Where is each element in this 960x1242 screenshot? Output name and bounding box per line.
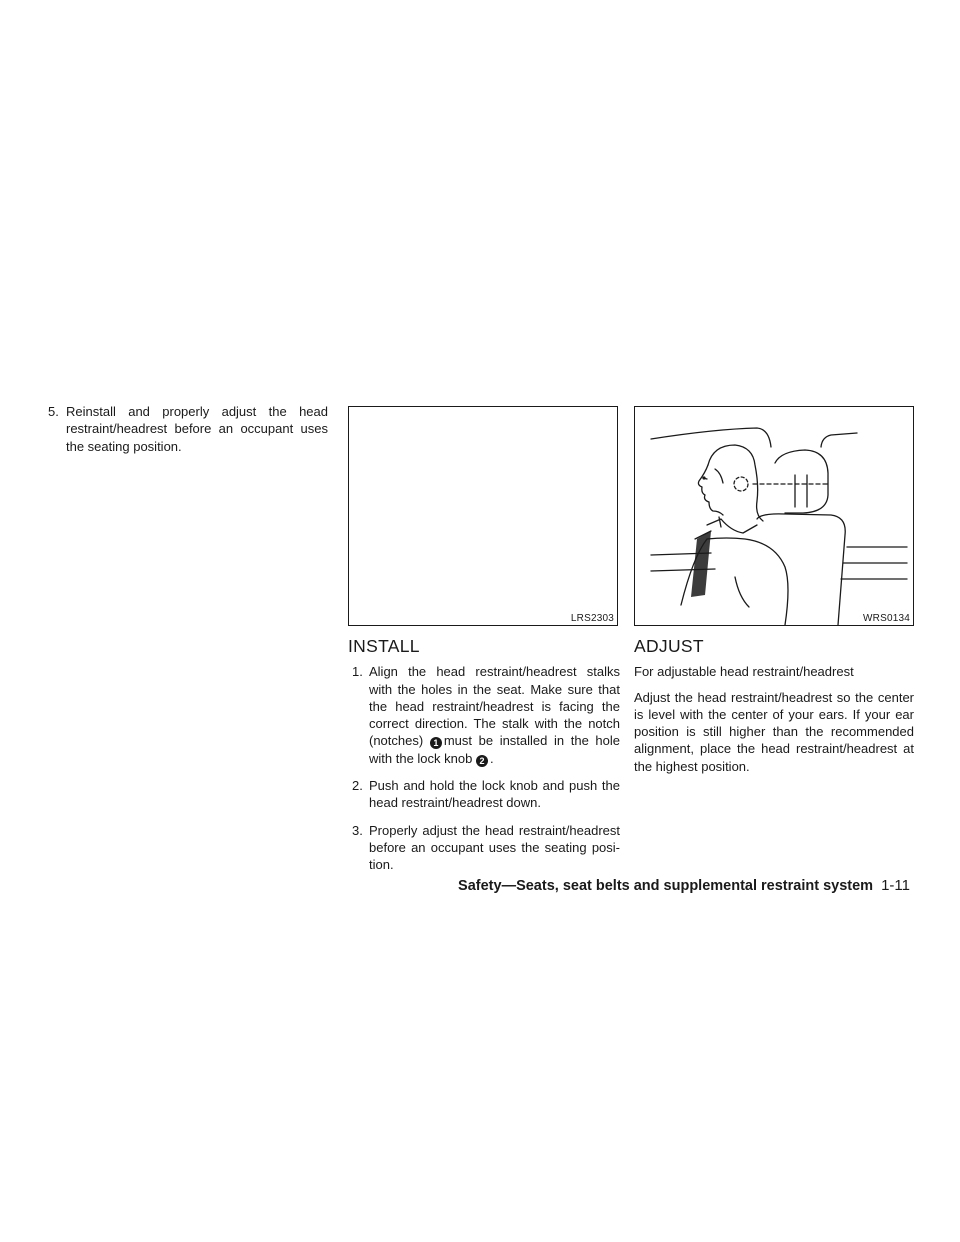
head-restraint-illustration (635, 407, 913, 625)
left-column (48, 403, 328, 465)
item-number: 1. (352, 664, 363, 680)
item-number: 2. (352, 778, 363, 794)
item-text (369, 663, 620, 767)
step1-text-b: must be installed in the hole with the lock knob (369, 733, 620, 766)
section-title: Safety—Seats, seat belts and supplemental restraint system (458, 878, 874, 894)
callout-2-icon: 2 (476, 755, 488, 767)
install-column (348, 406, 620, 884)
install-figure (348, 406, 618, 626)
page-footer (458, 877, 910, 894)
item-number: 5. (48, 404, 59, 419)
list-item (348, 822, 620, 874)
list-item (48, 403, 328, 455)
figure-code: WRS0134 (863, 613, 910, 624)
adjust-figure (634, 406, 914, 626)
adjust-paragraph: For adjustable head restraint/headrest (634, 664, 854, 680)
item-number: 3. (352, 822, 363, 838)
page-number: 1-11 (881, 877, 910, 894)
step1-text-a: Align the head restraint/headrest stalks with the holes in the seat. Make sure that the head restraint/headrest is facing the correct direction. The stalk with the notch (notches) (369, 664, 620, 749)
adjust-paragraph: Adjust the head restraint/headrest so the center is level with the center of your ears. If your ear position is still higher than the recommended alignment, place the head restraint/headrest at the highest position. (634, 689, 914, 774)
adjust-column (634, 406, 914, 783)
install-heading: INSTALL (348, 636, 420, 656)
step1-text-c: . (489, 750, 494, 766)
figure-code: LRS2303 (570, 613, 614, 624)
list-item (348, 777, 620, 812)
item-text: Push and hold the lock knob and push the head restraint/headrest down. (369, 778, 620, 811)
callout-1-icon: 1 (430, 737, 442, 749)
item-text: Reinstall and properly adjust the head restraint/headrest before an occupant uses the seating position. (66, 404, 328, 454)
item-text: Properly adjust the head restraint/headrest before an occupant uses the seating posi- tion. (369, 822, 620, 873)
list-item (348, 663, 620, 767)
adjust-heading: ADJUST (634, 636, 704, 656)
